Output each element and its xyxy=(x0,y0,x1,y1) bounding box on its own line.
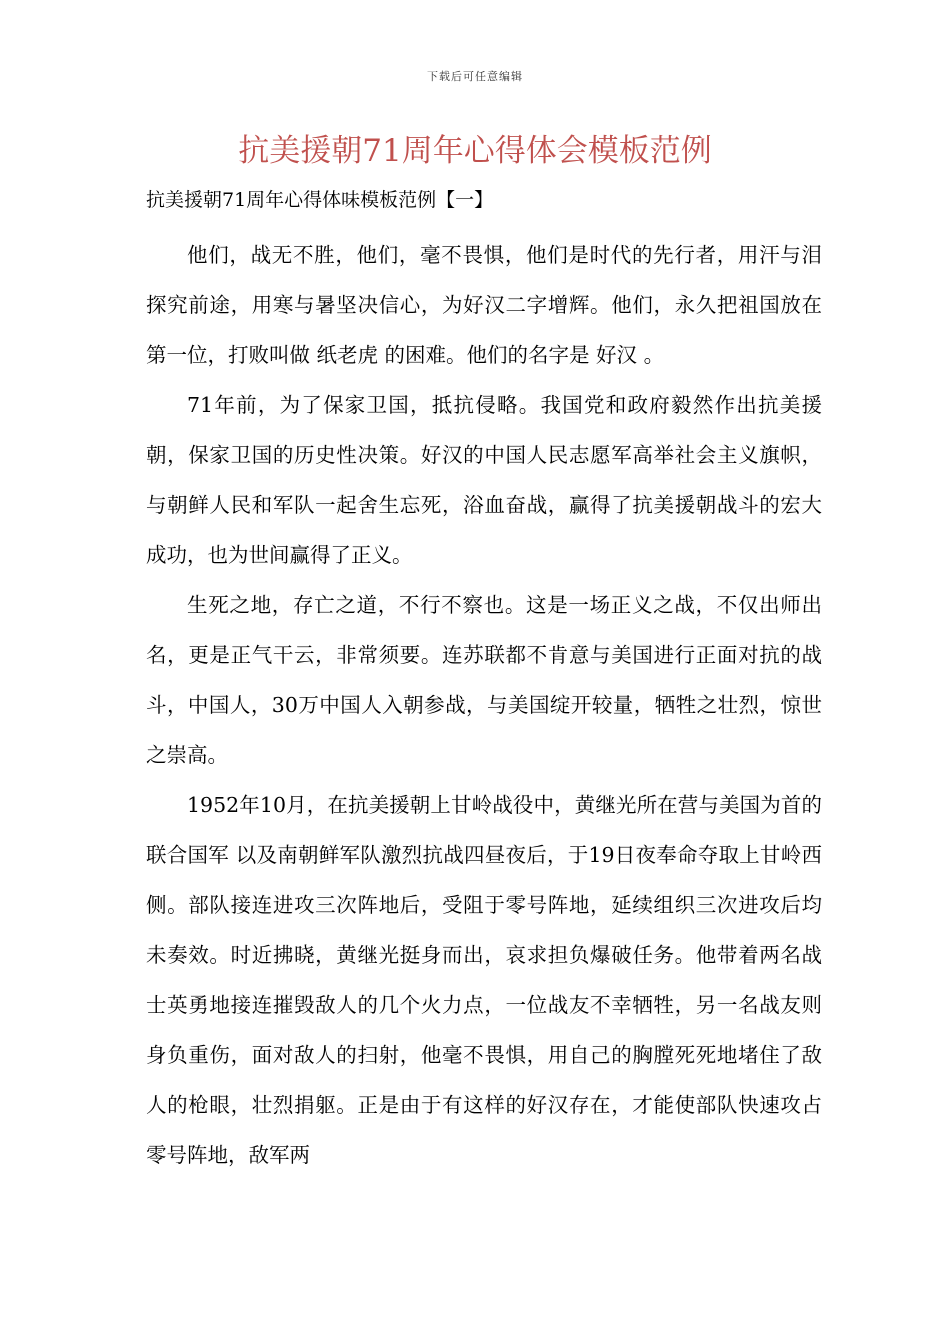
paragraph: 1952年10月，在抗美援朝上甘岭战役中，黄继光所在营与美国为首的 联合国军 以及南朝鲜军队激烈抗战四昼夜后，于19日夜奉命夺取上甘岭西侧。部队接连进攻三次阵地后，受阻于零号阵地，延续组织三次进攻后均未奏效。时近拂晓，黄继光挺身而出，哀求担负爆破任务。他带着两名战士英勇地接连摧毁敌人的几个火力点，一位战友不幸牺牲，另一名战友则身负重伤，面对敌人的扫射，他毫不畏惧，用自己的胸膛死死地堵住了敌人的枪眼，壮烈捐躯。正是由于有这样的好汉存在，才能使部队快速攻占零号阵地，敌军两 xyxy=(146,793,822,1167)
paragraph: 生死之地，存亡之道，不行不察也。这是一场正义之战，不仅出师出名，更是正气干云，非常须要。连苏联都不肯意与美国进行正面对抗的战斗，中国人，30万中国人入朝参战，与美国绽开较量，牺牲之壮烈，惊世之崇高。 xyxy=(146,593,822,767)
document-subtitle: 抗美援朝71周年心得体味模板范例【一】 xyxy=(146,189,494,211)
header-note: 下载后可任意编辑 xyxy=(427,70,523,83)
paragraph: 71年前，为了保家卫国，抵抗侵略。我国党和政府毅然作出抗美援朝，保家卫国的历史性决策。好汉的中国人民志愿军高举社会主义旗帜，与朝鲜人民和军队一起舍生忘死，浴血奋战，赢得了抗美援朝战斗的宏大成功，也为世间赢得了正义。 xyxy=(146,393,822,567)
document-title: 抗美援朝71周年心得体会模板范例 xyxy=(238,133,712,169)
paragraph: 他们，战无不胜，他们，毫不畏惧，他们是时代的先行者，用汗与泪探究前途，用寒与暑坚决信心，为好汉二字增辉。他们，永久把祖国放在第一位，打败叫做 纸老虎 的困难。他们的名字是 好汉 。 xyxy=(146,243,822,367)
document-body xyxy=(146,230,822,1180)
